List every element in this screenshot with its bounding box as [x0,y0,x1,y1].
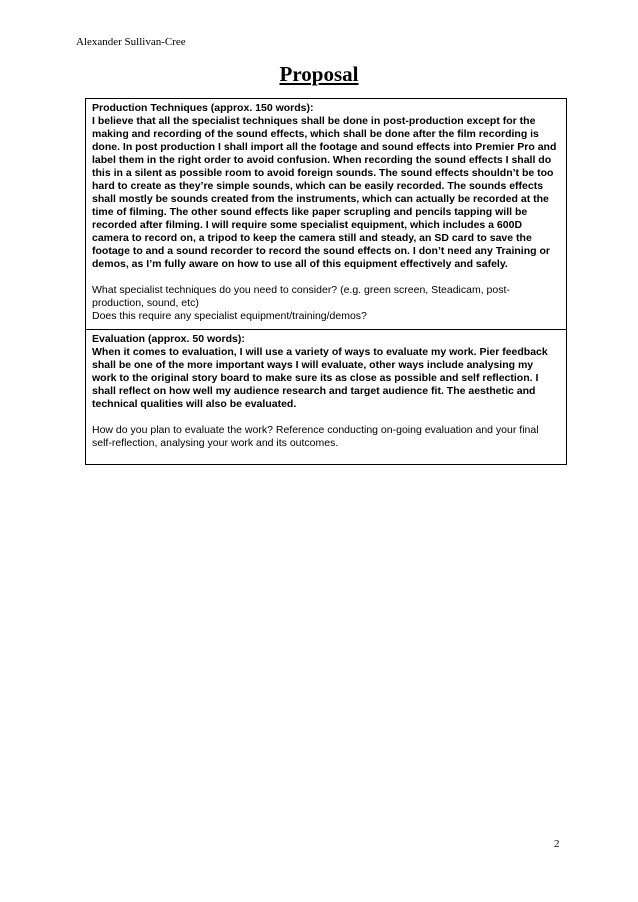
section-heading: Production Techniques (approx. 150 words): [92,102,314,114]
section-prompt: How do you plan to evaluate the work? Reference conducting on-going evaluation and your final self-reflection, analysing your work and its outcomes. [92,424,539,449]
section-answer: I believe that all the specialist techniques shall be done in post-production except for the making and recording of the sound effects, which shall be done after the film recording is done. In post production I shall import all the footage and sound effects into Premier Pro and label them in the right order to avoid confusion. When recording the sound effects I shall do this in a silent as possible room to avoid foreign sounds. The sound effects shouldn’t be too hard to create as they’re simple sounds, which can be easily recorded. The sounds effects shall mostly be sounds created from the instruments, which can actually be recorded at the time of filming. The other sound effects like paper scrupling and pencils tapping will be recorded after filming. I will require some specialist equipment, which includes a 600D camera to record on, a tripod to keep the camera still and steady, an SD card to save the footage to and a sound recorder to record the sound effects on. I don’t need any Training or demos, as I’m fully aware on how to use all of this equipment effectively and safely. [92,115,557,270]
author-name: Alexander Sullivan-Cree [76,36,186,48]
section-prompt-secondary: Does this require any specialist equipment/training/demos? [92,310,367,322]
page-number: 2 [554,838,560,850]
section-heading: Evaluation (approx. 50 words): [92,333,245,345]
proposal-form-box [85,98,567,465]
section-answer: When it comes to evaluation, I will use a variety of ways to evaluate my work. Pier feedback shall be one of the more important ways I will evaluate, other ways include analysing my work to the original story board to make sure its as close as possible and self reflection. I shall reflect on how well my audience research and target audience fit. The aesthetic and technical qualities will also be evaluated. [92,346,548,410]
evaluation-section [86,329,566,464]
section-prompt: What specialist techniques do you need to consider? (e.g. green screen, Steadicam, post-production, sound, etc) [92,284,510,309]
page-title: Proposal [279,62,359,86]
production-techniques-section [86,99,566,329]
